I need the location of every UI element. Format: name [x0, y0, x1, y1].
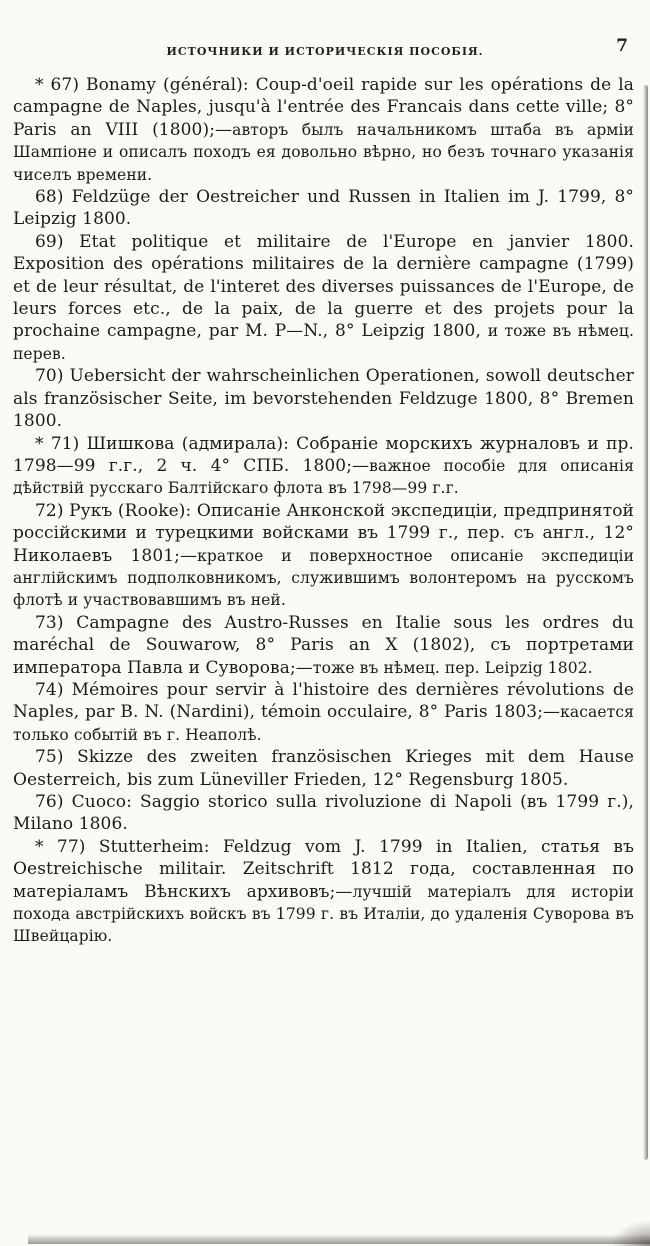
bibliography-entry: [13, 612, 634, 679]
entry-note: краткое и поверхностное описаніе экспедиціи англійскимъ подполковникомъ, служившимъ волонтеромъ на русскомъ флотѣ и участвовавшимъ въ ней.: [13, 546, 634, 610]
entry-note: тоже въ нѣмец. пер. Leipzig 1802.: [312, 658, 593, 677]
running-title: ИСТОЧНИКИ И ИСТОРИЧЕСКІЯ ПОСОБІЯ.: [166, 45, 484, 58]
entry-citation: * 71) Шишкова (адмирала): Собраніе морскихъ журналовъ и пр. 1798—99 г.г., 2 ч. 4° СПБ. 1800;—: [13, 433, 634, 476]
entry-note: лучшій матеріалъ для исторіи похода австрійскихъ войскъ въ 1799 г. въ Италіи, до удаленія Суворова въ Швейцарію.: [13, 882, 634, 946]
page-header: [0, 36, 650, 60]
entry-citation: 74) Mémoires pour servir à l'histoire des dernières révolutions de Naples, par B. N. (Nardini), témoin occulaire, 8° Paris 1803;—: [13, 679, 634, 723]
bibliography-entry: [13, 679, 634, 746]
bibliography-entry: [13, 791, 634, 836]
bibliography-entry: [13, 433, 634, 500]
entry-note: авторъ былъ начальникомъ штаба въ арміи Шампіоне и описалъ походъ ея довольно вѣрно, но безъ точнаго указанія чиселъ времени.: [13, 120, 634, 184]
entry-citation: 76) Cuoco: Saggio storico sulla rivoluzione di Napoli (въ 1799 г.), Milano 1806.: [13, 792, 634, 835]
bibliography-list: [13, 74, 634, 948]
bibliography-entry: [13, 231, 634, 365]
bibliography-entry: [13, 365, 634, 432]
entry-citation: 73) Campagne des Austro-Russes en Italie sous les ordres du maréchal de Souwarow, 8° Paris an X (1802), съ портретами императора Павла и Суворова;—: [13, 612, 634, 678]
entry-note: важное пособіе для описанія дѣйствій русскаго Балтійскаго флота въ 1798—99 г.г.: [13, 456, 634, 498]
page-number: 7: [616, 36, 628, 56]
bibliography-entry: [13, 836, 634, 948]
entry-citation: * 67) Bonamy (général): Coup-d'oeil rapide sur les opérations de la campagne de Naples, jusqu'à l'entrée des Francais dans cette ville; 8° Paris an VIII (1800);—: [13, 75, 634, 140]
entry-citation: 75) Skizze des zweiten französischen Krieges mit dem Hause Oesterreich, bis zum Lüneviller Frieden, 12° Regensburg 1805.: [13, 747, 634, 790]
entry-citation: * 77) Stutterheim: Feldzug vom J. 1799 in Italien, статья въ Oestreichische militair. Zeitschrift 1812 года, составленная по матеріаламъ Вѣнскихъ архивовъ;—: [13, 836, 634, 902]
entry-citation: 70) Uebersicht der wahrscheinlichen Operationen, sowoll deutscher als französischer Seite, im bevorstehenden Feldzuge 1800, 8° Bremen 1800.: [13, 366, 634, 432]
entry-citation: 68) Feldzüge der Oestreicher und Russen in Italien im J. 1799, 8° Leipzig 1800.: [13, 187, 634, 230]
entry-citation: 69) Etat politique et militaire de l'Europe en janvier 1800. Exposition des opérations militaires de la dernière campagne (1799) et de leur résultat, de l'interet des diverses puissances de l'Europe, de leurs forces etc., de la paix, de la guerre et des projets pour la prochaine campagne, par M. P—N., 8° Leipzig 1800,: [13, 231, 634, 342]
scan-corner-smudge: [610, 1220, 650, 1246]
page-edge-shadow-right: [643, 85, 648, 1160]
entry-citation: 72) Рукъ (Rooke): Описаніе Анконской экспедиціи, предпринятой россійскими и турецкими войсками въ 1799 г., пер. съ англ., 12° Николаевъ 1801;—: [13, 500, 634, 566]
entry-note: касается только событій въ г. Неаполѣ.: [13, 703, 634, 744]
bibliography-entry: [13, 746, 634, 791]
bibliography-entry: [13, 500, 634, 612]
bibliography-entry: [13, 74, 634, 186]
page-edge-shadow-bottom: [28, 1234, 650, 1244]
bibliography-entry: [13, 186, 634, 231]
entry-note: и тоже въ нѣмец. перев.: [13, 322, 634, 363]
